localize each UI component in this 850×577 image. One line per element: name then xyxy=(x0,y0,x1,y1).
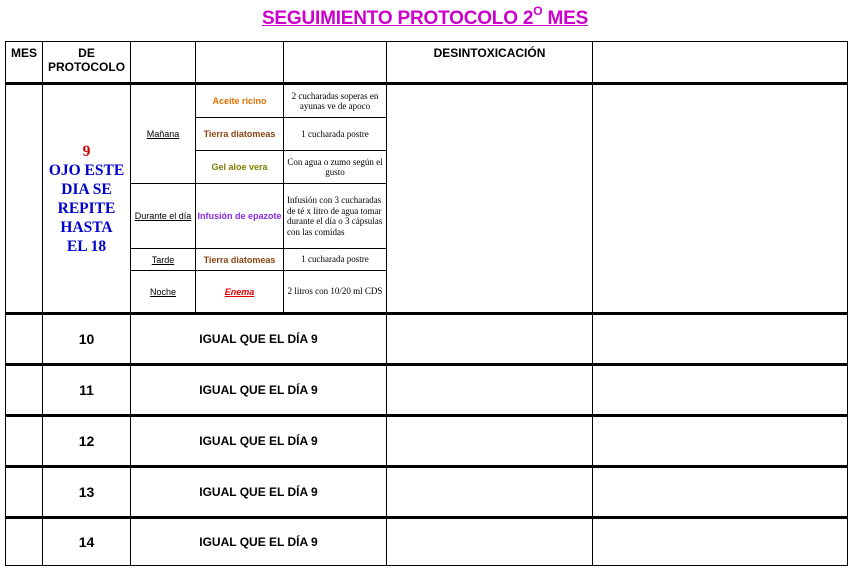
desintox-cell xyxy=(387,365,593,416)
extra-cell xyxy=(593,416,848,467)
header-de-protocolo: DE PROTOCOLO xyxy=(43,42,131,84)
header-empty-1 xyxy=(131,42,196,84)
day9-row-1 xyxy=(6,84,848,118)
desc-enema: 2 litros con 10/20 ml CDS xyxy=(284,271,387,314)
extra-cell xyxy=(593,314,848,365)
item-aceite-ricino: Aceite ricino xyxy=(196,84,284,118)
header-mes: MES xyxy=(6,42,43,84)
desintox-cell xyxy=(387,416,593,467)
header-empty-2 xyxy=(196,42,284,84)
same-as-day9: IGUAL QUE EL DÍA 9 xyxy=(131,314,387,365)
day9-note: 9 OJO ESTE DIA SE REPITE HASTA EL 18 xyxy=(43,84,131,314)
same-as-day9: IGUAL QUE EL DÍA 9 xyxy=(131,365,387,416)
protocol-table xyxy=(5,41,848,566)
mes-cell xyxy=(6,467,43,518)
same-as-day9: IGUAL QUE EL DÍA 9 xyxy=(131,518,387,566)
extra-cell xyxy=(593,518,848,566)
day-number: 10 xyxy=(43,314,131,365)
mes-cell xyxy=(6,365,43,416)
period-noche: Noche xyxy=(131,271,196,314)
day-row-10 xyxy=(6,314,848,365)
day-number: 12 xyxy=(43,416,131,467)
desintox-cell xyxy=(387,467,593,518)
period-tarde: Tarde xyxy=(131,249,196,271)
extra-cell-9 xyxy=(593,84,848,314)
desintox-cell-9 xyxy=(387,84,593,314)
mes-cell xyxy=(6,416,43,467)
day-row-11 xyxy=(6,365,848,416)
mes-cell xyxy=(6,518,43,566)
item-tierra-diatomeas: Tierra diatomeas xyxy=(196,118,284,151)
desc-tierra-diatomeas: 1 cucharada postre xyxy=(284,118,387,151)
day-number: 11 xyxy=(43,365,131,416)
extra-cell xyxy=(593,467,848,518)
period-durante: Durante el día xyxy=(131,184,196,249)
header-empty-4 xyxy=(593,42,848,84)
header-empty-3 xyxy=(284,42,387,84)
day-row-12 xyxy=(6,416,848,467)
page-title: SEGUIMIENTO PROTOCOLO $2^O$ MES xyxy=(261,4,589,29)
desc-tierra-diatomeas-2: 1 cucharada postre xyxy=(284,249,387,271)
extra-cell xyxy=(593,365,848,416)
desc-aceite-ricino: 2 cucharadas soperas en ayunas ve de apoco xyxy=(284,84,387,118)
day-number: 13 xyxy=(43,467,131,518)
desc-infusion-epazote: Infusión con 3 cucharadas de té x litro de agua tomar durante el día o 3 cápsulas con las comidas xyxy=(284,184,387,249)
period-manana: Mañana xyxy=(131,84,196,184)
item-tierra-diatomeas-2: Tierra diatomeas xyxy=(196,249,284,271)
desc-gel-aloe-vera: Con agua o zumo según el gusto xyxy=(284,151,387,184)
header-row xyxy=(6,42,848,84)
mes-cell xyxy=(6,314,43,365)
header-desintoxicacion: DESINTOXICACIÓN xyxy=(387,42,593,84)
same-as-day9: IGUAL QUE EL DÍA 9 xyxy=(131,416,387,467)
item-enema: Enema xyxy=(196,271,284,314)
item-gel-aloe-vera: Gel aloe vera xyxy=(196,151,284,184)
day-row-13 xyxy=(6,467,848,518)
day-row-14 xyxy=(6,518,848,566)
item-infusion-epazote: Infusión de epazote xyxy=(196,184,284,249)
mes-cell-9 xyxy=(6,84,43,314)
day-number: 14 xyxy=(43,518,131,566)
same-as-day9: IGUAL QUE EL DÍA 9 xyxy=(131,467,387,518)
desintox-cell xyxy=(387,314,593,365)
desintox-cell xyxy=(387,518,593,566)
